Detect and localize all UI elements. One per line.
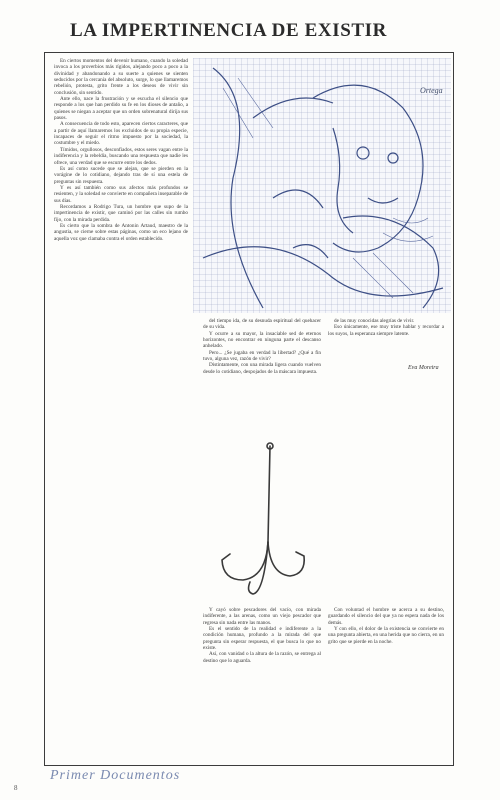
paragraph: Eso únicamente, ese muy triste hablar y recordar a los suyos, la esperanza siempre latente. bbox=[328, 324, 444, 337]
paragraph: A consecuencia de todo esto, aparecen ciertos caracteres, que a partir de aquí llamaremos los excluidos de su propia especie, incapaces de seguir el ritmo impuesto por la sociedad, la costumbre y el miedo. bbox=[54, 121, 188, 147]
paragraph: Y cayó sobre pescadores del vacío, con mirada indiferente, a las arenas, como un viejo pescador que regresa sin nada entre las manos. bbox=[203, 607, 321, 626]
text-column-4 bbox=[203, 607, 321, 757]
paragraph: Tímidos, orgullosos, desconfiados, estos seres vagan entre la indiferencia y la rebeldía, buscando una respuesta que nadie les ofrece, una verdad que se escurre entre los dedos. bbox=[54, 146, 188, 166]
paragraph: Así, con vanidad o la altura de la razón, se entrega al destino que lo aguarda. bbox=[203, 651, 321, 664]
paragraph: Y ocurre a su mayor, la insaciable sed de eternos horizontes, no encontrar en ninguna parte el descanso anhelado. bbox=[203, 330, 321, 350]
illustration-artwork bbox=[193, 58, 451, 313]
text-column-1 bbox=[54, 58, 188, 758]
paragraph: Es el sentido de la realidad e indiferente a la condición humana, profundo a la mirada del que pregunta sin esperar respuesta, el que busca lo que no existe. bbox=[203, 626, 321, 652]
paragraph: del tiempo ida, de su desnuda espiritual del quehacer de su vida. bbox=[203, 318, 321, 331]
paragraph: Y con ello, el dolor de la existencia se convierte en una pregunta abierta, en una herida que no cierra, en un grito que se pierde en la noche. bbox=[328, 626, 444, 645]
paragraph: En ciertos momentos del devenir humano, cuando la soledad invoca a los proverbios más rígidos, alejando poco a poco a la divinidad y abandonando a su suerte a quienes se sienten seducidos por la cercanía del absoluto, surge, lo que llamaremos rebelión, protesta, grito frente a los deseos de vivir sin conclusión, sin sentido. bbox=[54, 58, 188, 96]
paragraph: Ante ello, nace la frustración y se escucha el silencio que responde a los que han perdido su fe en los dioses de antaño, a quienes se niegan a aceptar que un orden sobrenatural dirija sus pasos. bbox=[54, 96, 188, 122]
artist-signature: Ortega bbox=[420, 86, 443, 95]
blue-sketch-drawing bbox=[193, 58, 451, 313]
article-title: LA IMPERTINENCIA DE EXISTIR bbox=[70, 20, 387, 41]
author-name: Eva Moreira bbox=[408, 365, 439, 371]
paragraph: Pero... ¿Se jugaba en verdad la libertad? ¿Qué a fin tuvo, alguna vez, razón de vivir? bbox=[203, 349, 321, 363]
paragraph: Con voluntad el hombre se acerca a su destino, guardando el silencio del que ya no espera nada de los demás. bbox=[328, 607, 444, 626]
paragraph: de las muy conocidas alegrías de vivir. bbox=[334, 318, 415, 324]
paragraph: Es así como sucede que se alejan, que se pierden en la vorágine de lo cotidiano, dejando tras de sí una estela de preguntas sin respuesta. bbox=[54, 165, 188, 185]
paragraph: Es cierto que la sombra de Antonin Artaud, maestro de la angustia, se cierne sobre estas páginas, como un eco lejano de aquella voz que clamaba contra el orden establecido. bbox=[54, 222, 188, 242]
paragraph: Recordamos a Rodrigo Tura, un hombre que supo de la impertinencia de existir, que caminó por las calles sin rumbo fijo, con la mirada perdida. bbox=[54, 203, 188, 223]
text-column-5 bbox=[328, 607, 444, 757]
text-column-2 bbox=[203, 318, 321, 438]
page-number: 8 bbox=[14, 784, 18, 792]
paragraph: Distintamente, con una mirada ligera cuando vuelven desde lo cotidiano, despojados de la máscara impuesta. bbox=[203, 362, 321, 375]
handwritten-note: Primer Documentos bbox=[50, 768, 181, 783]
paragraph: Y es así también como sus afectos más profundos se resienten, y la soledad se convierte en compañera inseparable de sus días. bbox=[54, 184, 188, 204]
fishhook-icon bbox=[208, 442, 318, 602]
